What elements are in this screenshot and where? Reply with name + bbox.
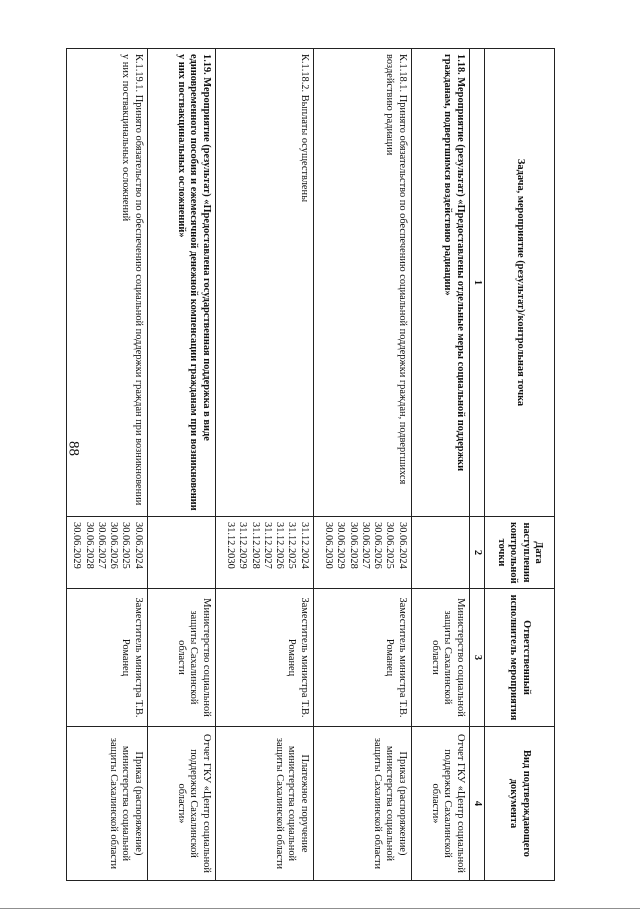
date: 31.12.2024 [298,522,310,569]
date: 31.12.2029 [237,522,249,569]
document-cell: Отчет ГКУ «Центр социальной поддержки Сахалинской области» [147,727,215,881]
date: 30.06.2029 [335,522,347,569]
col-number: 1 [469,49,484,517]
task-cell: 1.18. Мероприятие (результат) «Предоставлены отдельные меры социальной поддержки гражданам, подвергшимся воздействию радиации» [411,49,469,517]
header-date: Дата наступления контрольной точки [485,517,555,589]
date: 30.06.2027 [359,522,371,569]
document-cell: Приказ (распоряжение) министерства социальной защиты Сахалинской области [67,727,148,881]
date: 31.12.2025 [286,522,298,569]
executor-cell: Заместитель министра Т.В. Романец [313,589,411,727]
date: 30.06.2024 [132,522,144,569]
date: 30.06.2027 [95,522,107,569]
executor-cell: Министерство социальной защиты Сахалинской области [411,589,469,727]
date: 30.06.2029 [71,522,83,569]
date-cell [147,517,215,589]
date: 30.06.2030 [323,522,335,569]
document-cell: Отчет ГКУ «Центр социальной поддержки Сахалинской области» [411,727,469,881]
task-cell: К.1.18.2. Выплаты осуществлены [215,49,313,517]
date-cell [215,517,313,589]
date: 30.06.2025 [120,522,132,569]
date: 31.12.2026 [274,522,286,569]
col-number: 2 [469,517,484,589]
date: 31.12.2028 [249,522,261,569]
date: 31.12.2030 [225,522,237,569]
date-cell [411,517,469,589]
page-number: 88 [65,441,82,456]
document-cell: Платежное поручение министерства социальной защиты Сахалинской области [215,727,313,881]
document-cell: Приказ (распоряжение) министерства социальной защиты Сахалинской области [313,727,411,881]
date: 30.06.2024 [396,522,408,569]
date: 30.06.2026 [372,522,384,569]
col-number: 4 [469,727,484,881]
executor-cell: Министерство социальной защиты Сахалинской области [147,589,215,727]
task-cell: К.1.19.1. Принято обязательство по обеспечению социальной поддержки граждан при возникновении у них поствакцинальных осложнений [67,49,148,517]
task-cell: 1.19. Мероприятие (результат) «Предоставлена государственная поддержка в виде единовременного пособия и ежемесячной денежной компенсации гражданам при возникновении у них поствакцинальных осложнений» [147,49,215,517]
executor-cell: Заместитель министра Т.В. Романец [67,589,148,727]
date: 31.12.2027 [261,522,273,569]
col-number: 3 [469,589,484,727]
scan-edge-line [0,908,640,909]
date: 30.06.2026 [108,522,120,569]
executor-cell: Заместитель министра Т.В. Романец [215,589,313,727]
header-task: Задача, мероприятие (результат)/контрольная точка [485,49,555,517]
date: 30.06.2025 [384,522,396,569]
date-cell [313,517,411,589]
date: 30.06.2028 [347,522,359,569]
header-executor: Ответственный исполнитель мероприятия [485,589,555,727]
date: 30.06.2028 [83,522,95,569]
date-cell [67,517,148,589]
header-document: Вид подтверждающего документа [485,727,555,881]
control-points-table [66,48,555,881]
task-cell: К.1.18.1. Принято обязательство по обеспечению социальной поддержки граждан, подвергшихся воздействию радиации [313,49,411,517]
